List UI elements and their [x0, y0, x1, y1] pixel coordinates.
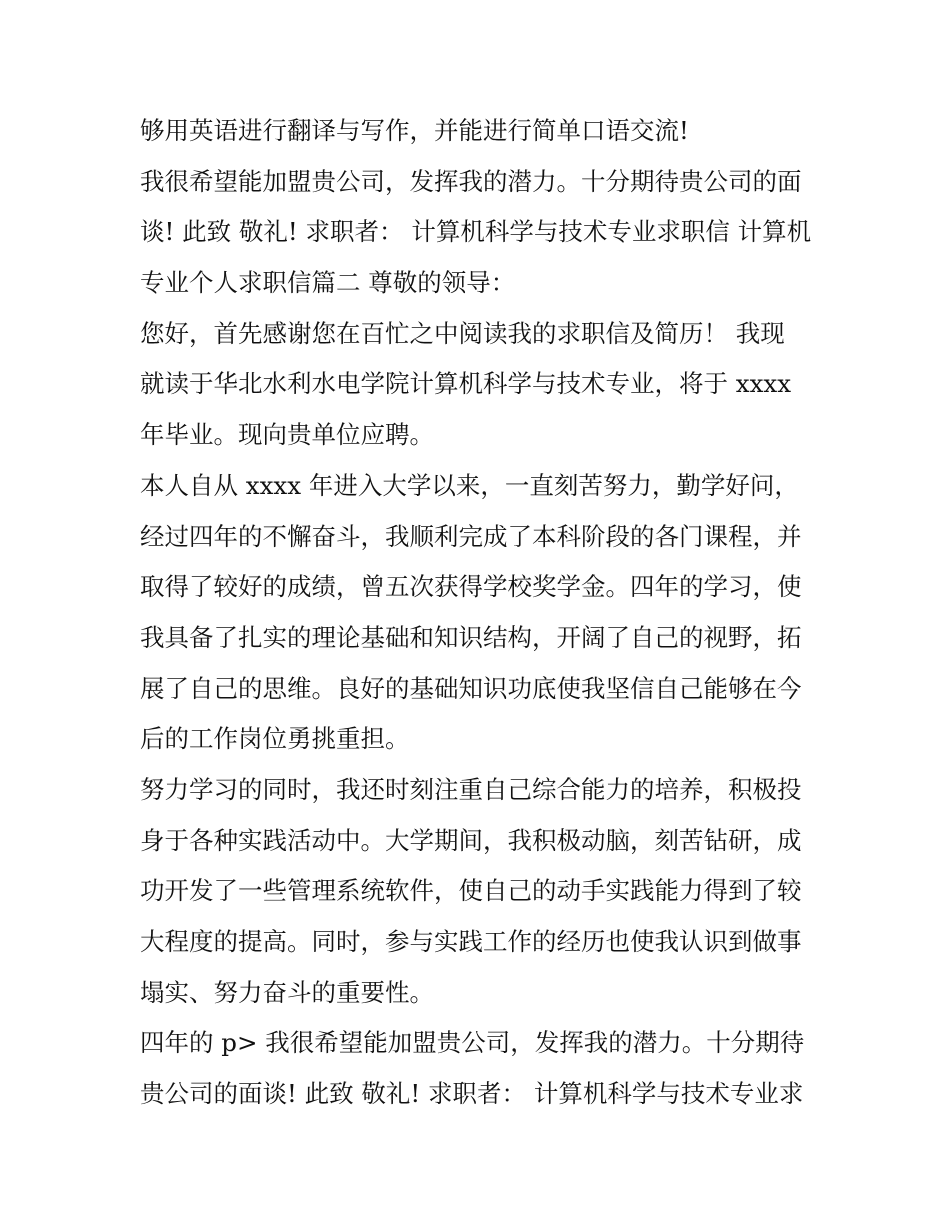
text-line: 取得了较好的成绩，曾五次获得学校奖学金。四年的学习，使 [140, 572, 802, 602]
text-line: 大程度的提高。同时，参与实践工作的经历也使我认识到做事 [140, 927, 802, 956]
text-line: 您好，首先感谢您在百忙之中阅读我的求职信及简历！ 我现 [140, 318, 785, 348]
text-line: 经过四年的不懈奋斗，我顺利完成了本科阶段的各门课程，并 [140, 521, 802, 551]
text-line: 后的工作岗位勇挑重担。 [140, 724, 410, 754]
text-line: 展了自己的思维。良好的基础知识功底使我坚信自己能够在今 [140, 673, 802, 703]
text-line: 我很希望能加盟贵公司，发挥我的潜力。十分期待贵公司的面 [140, 166, 802, 196]
text-line: 四年的 p> 我很希望能加盟贵公司，发挥我的潜力。十分期待 [140, 1028, 805, 1058]
document-body [140, 106, 820, 1120]
text-line: 专业个人求职信篇二 尊敬的领导： [140, 268, 516, 298]
text-line: 够用英语进行翻译与写作，并能进行简单口语交流! [140, 116, 689, 145]
text-line: 就读于华北水利水电学院计算机科学与技术专业，将于 xxxx [140, 369, 792, 399]
text-line: 谈! 此致 敬礼! 求职者： 计算机科学与技术专业求职信 计算机 [140, 217, 812, 247]
text-line: 努力学习的同时，我还时刻注重自己综合能力的培养，积极投 [140, 774, 802, 804]
text-line: 年毕业。现向贵单位应聘。 [140, 420, 434, 450]
text-line: 我具备了扎实的理论基础和知识结构，开阔了自己的视野，拓 [140, 622, 802, 652]
text-line: 身于各种实践活动中。大学期间，我积极动脑，刻苦钻研，成 [140, 825, 802, 855]
text-line: 塌实、努力奋斗的重要性。 [140, 977, 434, 1007]
text-line: 功开发了一些管理系统软件，使自己的动手实践能力得到了较 [140, 876, 802, 906]
text-line: 本人自从 xxxx 年进入大学以来，一直刻苦努力，勤学好问， [140, 470, 799, 500]
text-line: 贵公司的面谈! 此致 敬礼! 求职者： 计算机科学与技术专业求 [140, 1079, 804, 1109]
